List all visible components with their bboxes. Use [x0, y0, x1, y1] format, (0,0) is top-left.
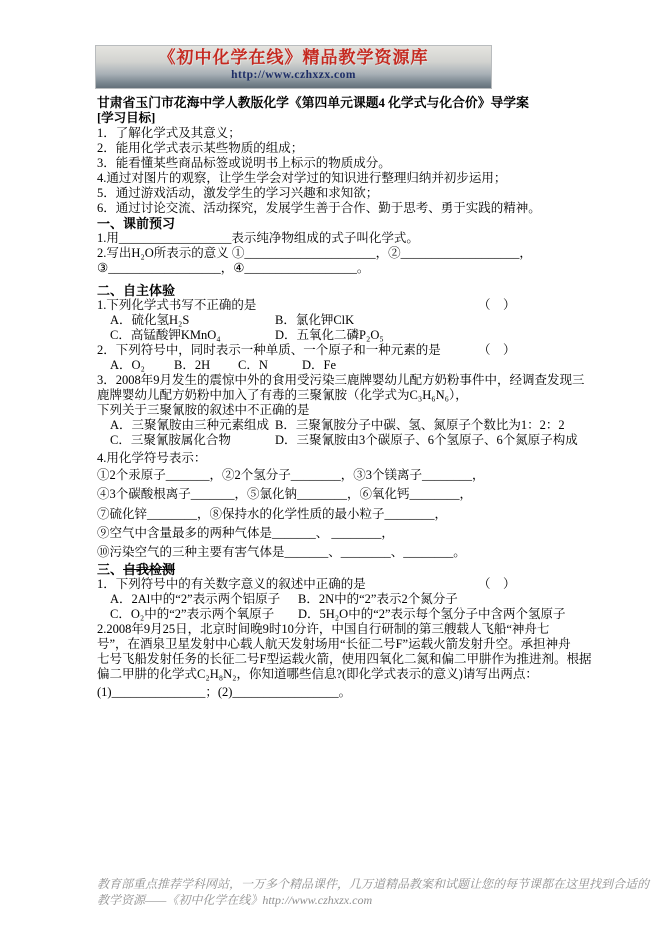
choice-mark: （ ） — [478, 298, 516, 312]
option-c: C．N — [238, 358, 268, 372]
choice-mark: （ ） — [478, 577, 516, 592]
question-text: 1．下列符号中的有关数字意义的叙述中正确的是 — [97, 577, 366, 592]
fill-blank-line: ⑦硫化锌________，⑧保持水的化学性质的最小粒子________， — [97, 506, 448, 521]
document-title: 甘肃省玉门市花海中学人教版化学《第四单元课题4 化学式与化合价》导学案 — [97, 96, 529, 110]
question-3-text: 下列关于三聚氰胺的叙述中不正确的是 — [97, 403, 310, 417]
test-question-2-text: 号”，在酒泉卫星发射中心载人航天发射场用“长征二号F”运载火箭发射升空。承担神舟 — [97, 637, 571, 652]
objective-item: 6．通过讨论交流、活动探究，发展学生善于合作、勤于思考、勇于实践的精神。 — [97, 201, 541, 215]
question-text: 1.下列化学式书写不正确的是 — [97, 298, 257, 312]
fill-blank-line: ①2个汞原子_______，②2个氢分子________，③3个镁离子________， — [97, 468, 485, 482]
page-footer — [97, 876, 650, 908]
option-d: D．三聚氰胺由3个碳原子、6个氢原子、6个氮原子构成 — [275, 433, 578, 447]
fill-blank-line: 1.用__________________表示纯净物组成的式子叫化学式。 — [97, 231, 419, 245]
banner-url-link[interactable]: http://www.czhxzx.com — [231, 69, 356, 81]
section-heading-test — [97, 562, 567, 577]
fill-blank-line: ⑩污染空气的三种主要有害气体是_______、________、________。 — [97, 545, 466, 560]
question-1-options-row2 — [97, 328, 567, 343]
test-question-1-options-row2 — [97, 607, 567, 622]
test-question-1 — [97, 577, 567, 592]
footer-text: 教学资源——《初中化学在线》http://www.czhxzx.com — [97, 893, 373, 907]
question-3-text: 鹿牌婴幼儿配方奶粉中加入了有毒的三聚氰胺（化学式为C₃H₆N₆）， — [97, 388, 468, 402]
test-question-1-options-row1 — [97, 592, 567, 607]
test-question-2-text: 七号飞船发射任务的长征二号F型运载火箭，使用四氧化二氮和偏二甲肼作为推进剂。根据 — [97, 652, 592, 667]
option-a: A．三聚氰胺由三种元素组成 — [110, 418, 270, 432]
option-c: C．O₂中的“2”表示两个氧原子 — [110, 607, 275, 622]
section-heading-prefix: 三、 — [97, 562, 124, 578]
objective-item: 4.通过对图片的观察，让学生学会对学过的知识进行整理归纳并初步运用； — [97, 171, 507, 185]
option-b: B．2N中的“2”表示2个氮分子 — [298, 592, 458, 607]
question-1 — [97, 298, 567, 313]
question-2 — [97, 343, 567, 358]
fill-blank-line: ③__________________，④__________________。 — [97, 261, 370, 275]
option-a: A．O₂ — [110, 358, 145, 372]
question-3-options-row1 — [97, 418, 567, 433]
footer-text: 教育部重点推荐学科网站，一万多个精品课件，几万道精品教案和试题让您的每节课都在这里找到合适的 — [97, 877, 650, 891]
fill-blank-line: ⑨空气中含量最多的两种气体是_______、 ________， — [97, 525, 394, 540]
option-c: C．三聚氰胺属化合物 — [110, 433, 231, 447]
option-b: B．氯化钾ClK — [275, 313, 355, 327]
fill-blank-line: ④3个碳酸根离子_______，⑤氯化钠________，⑥氧化钙________， — [97, 487, 473, 502]
objective-item: 5．通过游戏活动，激发学生的学习兴趣和求知欲； — [97, 186, 379, 200]
banner-title: 《初中化学在线》精品教学资源库 — [158, 48, 429, 67]
option-b: B．三聚氰胺分子中碳、氢、氮原子个数比为1：2：2 — [275, 418, 565, 432]
fill-blank-line: (1)_______________；(2)_________________。 — [97, 685, 352, 700]
section-heading-label: 自我检测 — [123, 562, 176, 578]
option-c: C．高锰酸钾KMnO₄ — [110, 328, 221, 342]
objectives-heading: [学习目标] — [97, 111, 156, 125]
section-heading-experience: 二、自主体验 — [97, 283, 176, 298]
option-b: B．2H — [174, 358, 211, 372]
option-d: D．Fe — [302, 358, 337, 372]
option-a: A．2Al中的“2”表示两个铝原子 — [110, 592, 281, 607]
question-1-options-row1 — [97, 313, 567, 328]
test-question-2-text: 偏二甲肼的化学式C₂H₈N₂，你知道哪些信息?(即化学式表示的意义)请写出两点： — [97, 667, 538, 682]
objective-item: 1．了解化学式及其意义； — [97, 126, 241, 140]
test-question-2-text: 2.2008年9月25日，北京时间晚9时10分许，中国自行研制的第三艘载人飞船“神舟七 — [97, 622, 550, 637]
question-text: 2．下列符号中，同时表示一种单质、一个原子和一种元素的是 — [97, 343, 441, 357]
question-3-text: 3．2008年9月发生的震惊中外的食用受污染三鹿牌婴幼儿配方奶粉事件中，经调查发现三 — [97, 373, 585, 387]
banner-image — [95, 45, 492, 89]
option-d: D．5H₂O中的“2”表示每个氢分子中含两个氢原子 — [298, 607, 566, 622]
choice-mark: （ ） — [478, 343, 516, 357]
option-d: D．五氧化二磷P₂O₅ — [275, 328, 384, 342]
fill-blank-line: 2.写出H₂O所表示的意义 ①_____________________，②___________________， — [97, 246, 532, 260]
objective-item: 3．能看懂某些商品标签或说明书上标示的物质成分。 — [97, 156, 391, 170]
objective-item: 2．能用化学式表示某些物质的组成； — [97, 141, 304, 155]
question-4-text: 4.用化学符号表示： — [97, 451, 207, 465]
question-2-options — [97, 358, 567, 373]
option-a: A．硫化氢H₂S — [110, 313, 190, 327]
question-3-options-row2 — [97, 433, 578, 448]
section-heading-preview: 一、课前预习 — [97, 216, 176, 231]
document-content — [97, 96, 592, 700]
